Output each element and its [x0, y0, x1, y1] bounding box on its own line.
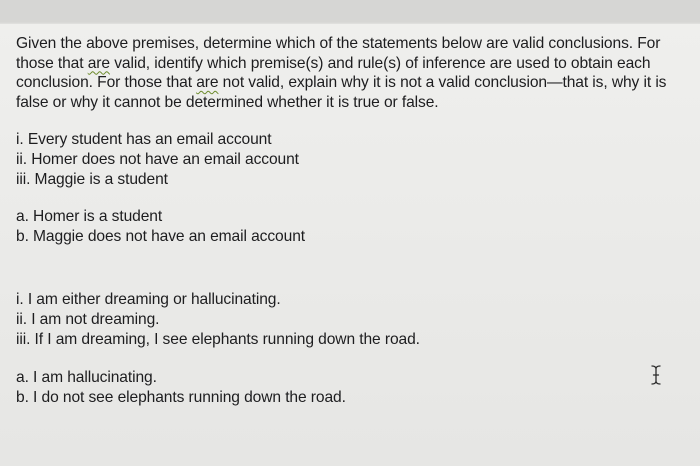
spellcheck-word[interactable]: are — [87, 54, 110, 72]
text-cursor-icon — [650, 364, 662, 386]
premise-item: iii. If I am dreaming, I see elephants running down the road. — [16, 330, 420, 348]
instructions-line-4: false or why it cannot be determined whether it is true or false. — [16, 93, 439, 111]
instructions-line-2: those that are valid, identify which premise(s) and rule(s) of inference are used to obtain each — [16, 54, 651, 72]
conclusion-item: b. Maggie does not have an email account — [16, 227, 306, 245]
problem-1-conclusions — [16, 207, 700, 246]
premise-item: i. I am either dreaming or hallucinating. — [16, 291, 281, 309]
spellcheck-word[interactable]: are — [196, 74, 219, 92]
conclusion-item: b. I do not see elephants running down the road. — [16, 388, 346, 406]
problem-2-conclusions — [16, 368, 700, 407]
problem-1-premises — [16, 130, 700, 189]
premise-item: iii. Maggie is a student — [16, 170, 168, 188]
premise-item: ii. I am not dreaming. — [16, 310, 160, 328]
premise-item: ii. Homer does not have an email account — [16, 150, 299, 168]
instructions-paragraph — [16, 34, 700, 112]
conclusion-item: a. Homer is a student — [16, 208, 163, 226]
document-text — [16, 34, 700, 407]
problem-2-premises — [16, 290, 700, 349]
instructions-line-1: Given the above premises, determine which of the statements below are valid conclusions. For — [16, 35, 661, 52]
instructions-line-3: conclusion. For those that are not valid, explain why it is not a valid conclusion—that is, why it is — [16, 74, 667, 92]
premise-item: i. Every student has an email account — [16, 131, 272, 149]
conclusion-item: a. I am hallucinating. — [16, 369, 157, 387]
